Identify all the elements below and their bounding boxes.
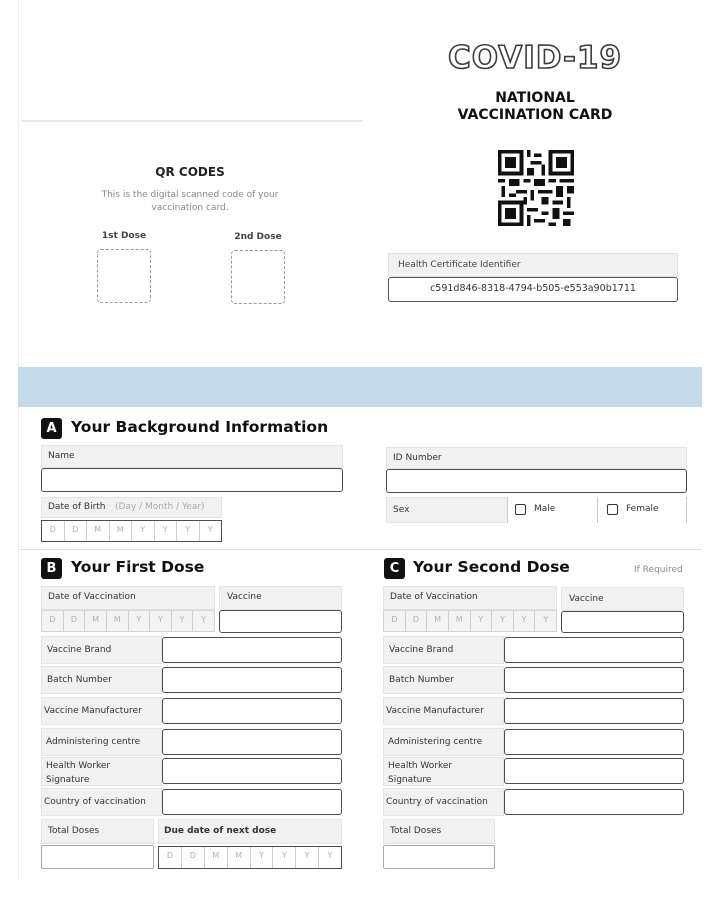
c-vaccine-input[interactable] bbox=[561, 611, 684, 633]
section-c-title: Your Second Dose bbox=[413, 558, 570, 576]
date-segment: M bbox=[228, 847, 251, 868]
date-segment: D bbox=[384, 611, 406, 631]
certificate-identifier-field[interactable]: c591d846-8318-4794-b505-e553a90b1711 bbox=[388, 277, 678, 302]
c-centre-input[interactable] bbox=[504, 729, 684, 755]
date-segment: Y bbox=[543, 615, 549, 624]
b-manufacturer-label: Vaccine Manufacturer bbox=[44, 706, 142, 716]
name-input[interactable] bbox=[41, 468, 343, 492]
name-label-box bbox=[41, 445, 343, 468]
date-segment: Y bbox=[201, 615, 207, 624]
c-batch-input[interactable] bbox=[504, 667, 684, 693]
female-checkbox[interactable] bbox=[607, 504, 618, 515]
c-manufacturer-input[interactable] bbox=[504, 698, 684, 724]
date-segment: M bbox=[110, 521, 133, 541]
qr-code-icon bbox=[498, 150, 574, 226]
section-a-badge: A bbox=[41, 418, 62, 439]
qr-codes-title: QR CODES bbox=[155, 165, 225, 179]
date-segment: Y bbox=[177, 521, 200, 541]
date-segment: Y bbox=[327, 851, 333, 860]
date-segment: Y bbox=[251, 847, 274, 868]
c-country-input[interactable] bbox=[504, 789, 684, 815]
b-brand-label: Vaccine Brand bbox=[47, 645, 112, 655]
date-segment: Y bbox=[296, 847, 319, 868]
card-subtitle-line2: VACCINATION CARD bbox=[457, 107, 613, 123]
c-signature-label-line1: Health Worker bbox=[388, 761, 453, 771]
b-vaccine-label: Vaccine bbox=[227, 592, 262, 602]
c-total-label: Total Doses bbox=[390, 826, 442, 836]
name-label: Name bbox=[48, 451, 75, 461]
next-dose-date-input[interactable] bbox=[158, 846, 342, 869]
header-divider bbox=[22, 120, 362, 122]
section-divider-band bbox=[18, 367, 702, 407]
date-segment: D bbox=[42, 611, 64, 631]
c-brand-label: Vaccine Brand bbox=[389, 645, 454, 655]
b-vaccine-input[interactable] bbox=[219, 610, 342, 633]
date-segment: D bbox=[64, 611, 86, 631]
b-signature-input[interactable] bbox=[162, 758, 342, 784]
c-country-label: Country of vaccination bbox=[386, 797, 488, 807]
c-brand-input[interactable] bbox=[504, 637, 684, 663]
c-signature-label bbox=[388, 759, 452, 787]
id-number-input[interactable] bbox=[386, 469, 687, 493]
date-segment: M bbox=[107, 611, 129, 631]
b-signature-label-line2: Signature bbox=[46, 775, 90, 785]
dob-label: Date of Birth bbox=[48, 502, 106, 512]
b-batch-label: Batch Number bbox=[47, 675, 112, 685]
b-centre-input[interactable] bbox=[162, 729, 342, 755]
c-signature-input[interactable] bbox=[504, 758, 684, 784]
date-segment: Y bbox=[273, 847, 296, 868]
c-manufacturer-label: Vaccine Manufacturer bbox=[386, 706, 484, 716]
date-segment: M bbox=[449, 611, 471, 631]
c-batch-label: Batch Number bbox=[389, 675, 454, 685]
b-manufacturer-input[interactable] bbox=[162, 698, 342, 724]
qr-codes-description: This is the digital scanned code of your vaccination card. bbox=[101, 190, 279, 213]
b-country-input[interactable] bbox=[162, 789, 342, 815]
date-segment: M bbox=[205, 847, 228, 868]
b-total-input[interactable] bbox=[41, 845, 154, 869]
card-subtitle-line1: NATIONAL bbox=[495, 90, 575, 106]
section-b-badge: B bbox=[41, 558, 62, 579]
date-segment: D bbox=[182, 847, 205, 868]
date-segment: Y bbox=[207, 525, 213, 534]
date-segment: M bbox=[85, 611, 107, 631]
section-c-badge: C bbox=[384, 558, 405, 579]
date-segment: D bbox=[159, 847, 182, 868]
c-date-input[interactable] bbox=[383, 610, 557, 632]
sex-label: Sex bbox=[393, 505, 410, 515]
date-segment: Y bbox=[129, 611, 151, 631]
male-checkbox[interactable] bbox=[515, 504, 526, 515]
date-segment: D bbox=[65, 521, 88, 541]
c-total-input[interactable] bbox=[383, 845, 495, 869]
date-segment: Y bbox=[155, 521, 178, 541]
female-label: Female bbox=[626, 504, 659, 514]
date-segment: D bbox=[406, 611, 428, 631]
b-signature-label bbox=[46, 759, 110, 787]
date-segment: M bbox=[87, 521, 110, 541]
b-batch-input[interactable] bbox=[162, 667, 342, 693]
date-segment: Y bbox=[471, 611, 493, 631]
section-a-title: Your Background Information bbox=[71, 418, 329, 436]
date-segment: Y bbox=[150, 611, 172, 631]
dob-date-input[interactable] bbox=[41, 520, 222, 542]
male-label: Male bbox=[534, 504, 556, 514]
b-date-input[interactable] bbox=[41, 610, 215, 632]
b-brand-input[interactable] bbox=[162, 637, 342, 663]
c-vaccine-label: Vaccine bbox=[569, 594, 604, 604]
card-subtitle bbox=[420, 90, 650, 124]
date-segment: Y bbox=[492, 611, 514, 631]
second-dose-qr-placeholder bbox=[231, 250, 285, 304]
first-dose-qr-placeholder bbox=[97, 249, 151, 303]
section-b-title: Your First Dose bbox=[71, 558, 205, 576]
c-signature-label-line2: Signature bbox=[388, 775, 432, 785]
if-required-note: If Required bbox=[634, 565, 683, 575]
section-a-divider bbox=[18, 549, 702, 550]
date-segment: D bbox=[42, 521, 65, 541]
b-total-label: Total Doses bbox=[48, 826, 100, 836]
left-page-edge bbox=[18, 0, 19, 880]
b-country-label: Country of vaccination bbox=[44, 797, 146, 807]
next-dose-label: Due date of next dose bbox=[164, 826, 277, 836]
b-centre-label: Administering centre bbox=[46, 737, 141, 747]
date-segment: Y bbox=[172, 611, 194, 631]
second-dose-qr-label: 2nd Dose bbox=[234, 232, 282, 242]
female-option[interactable] bbox=[598, 497, 687, 523]
first-dose-qr-label: 1st Dose bbox=[101, 231, 147, 241]
date-segment: M bbox=[427, 611, 449, 631]
id-number-label: ID Number bbox=[393, 453, 442, 463]
c-date-label: Date of Vaccination bbox=[390, 592, 478, 602]
c-centre-label: Administering centre bbox=[388, 737, 483, 747]
b-date-label: Date of Vaccination bbox=[48, 592, 136, 602]
card-title: COVID-19 bbox=[447, 40, 623, 76]
male-option[interactable] bbox=[507, 497, 598, 523]
date-segment: Y bbox=[514, 611, 536, 631]
date-segment: Y bbox=[132, 521, 155, 541]
b-signature-label-line1: Health Worker bbox=[46, 761, 111, 771]
certificate-label: Health Certificate Identifier bbox=[398, 260, 521, 270]
dob-format-hint: (Day / Month / Year) bbox=[115, 502, 205, 512]
